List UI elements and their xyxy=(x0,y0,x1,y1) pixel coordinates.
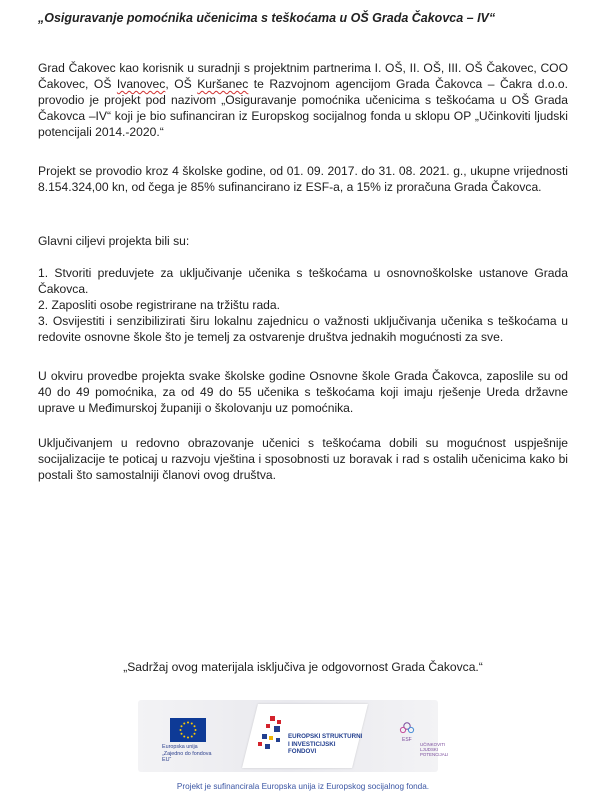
eu-flag-icon xyxy=(170,718,206,742)
esf-letters: ESF xyxy=(402,737,412,743)
page-title: „Osiguravanje pomoćnika učenicima s teškoćama u OŠ Grada Čakovca – IV“ xyxy=(38,11,496,25)
goals-heading xyxy=(38,233,568,249)
disclaimer-text: „Sadržaj ovog materijala isključiva je odgovornost Grada Čakovca.“ xyxy=(123,660,483,674)
intro-text-part3: te Razvojnom agencijom Grada Čakovca – Čakra d.o.o. provodio je projekt pod nazivom „Osiguravanje pomoćnika učenicima s teškoćama u OŠ Grada Čakovca –IV“ koji je bio sufinanciran iz Europskog socijalnog fonda u sklopu OP „Učinkoviti ljudski potencijali 2014.-2020.“ xyxy=(38,77,568,139)
esi-text-line1: EUROPSKI STRUKTURNI xyxy=(288,733,363,740)
eu-caption xyxy=(162,744,222,764)
project-duration-text: Projekt se provodio kroz 4 školske godine, od 01. 09. 2017. do 31. 08. 2021. g., ukupne vrijednosti 8.154.324,00 kn, od čega je 85% sufinancirano iz ESF-a, a 15% iz proračuna Grada Čakovca. xyxy=(38,164,568,194)
goals-list xyxy=(38,265,568,345)
implementation-paragraph xyxy=(38,368,568,416)
eu-caption-line1: Europska unija xyxy=(162,744,198,750)
spellcheck-word-ivanovec: Ivanovec xyxy=(116,77,166,91)
esf-caption: UČINKOVITI LJUDSKI POTENCIJALI xyxy=(420,742,449,758)
goals-heading-text: Glavni ciljevi projekta bili su: xyxy=(38,234,190,248)
goal-item-1: 1. Stvoriti preduvjete za uključivanje učenika s teškoćama u osnovnoškolske ustanove Grada Čakovca. xyxy=(38,266,568,296)
intro-text-part1: Grad Čakovec kao korisnik u suradnji s projektnim partnerima I. OŠ, II. OŠ, III. OŠ Čakovec, COO Čakovec, OŠ xyxy=(38,61,568,91)
goal-item-3: 3. Osvijestiti i senzibilizirati širu lokalnu zajednicu o važnosti uključivanja učenika s teškoćama u redovite osnovne škole što je temelj za ostvarenje društva jednakih mogućnosti za sve. xyxy=(38,314,568,344)
project-duration-paragraph xyxy=(38,163,568,195)
esi-funds-text xyxy=(288,733,364,756)
esi-text-line2: I INVESTICIJSKI FONDOVI xyxy=(288,740,336,755)
eu-caption-line2: „Zajedno do fondova EU“ xyxy=(162,750,212,763)
funding-statement: Projekt je sufinancirala Europska unija iz Europskog socijalnog fonda. xyxy=(176,782,430,791)
outcome-paragraph xyxy=(38,435,568,483)
eu-funding-banner xyxy=(138,700,449,772)
esf-flower-icon xyxy=(398,722,416,752)
spellcheck-word-kursanec: Kuršanec xyxy=(197,77,249,91)
intro-paragraph xyxy=(38,60,568,140)
intro-text-part2: , OŠ xyxy=(165,77,198,91)
goal-item-2: 2. Zaposliti osobe registrirane na tržištu rada. xyxy=(38,298,280,312)
implementation-text: U okviru provedbe projekta svake školske godine Osnovne škole Grada Čakovca, zaposlile su od 40 do 49 pomoćnika, za od 49 do 55 učenika s teškoćama koji imaju rješenje Ureda državne uprave u Međimurskoj županiji o školovanju uz pomoćnika. xyxy=(38,369,568,415)
esi-funds-icon xyxy=(256,714,288,754)
outcome-text: Uključivanjem u redovno obrazovanje učenici s teškoćama dobili su mogućnost uspješnije socijalizacije te poticaj u razvoju vještina i sposobnosti uz boravak i rad s ostalih učenicima kako bi postali što samostalniji članovi ovog društva. xyxy=(38,436,568,482)
